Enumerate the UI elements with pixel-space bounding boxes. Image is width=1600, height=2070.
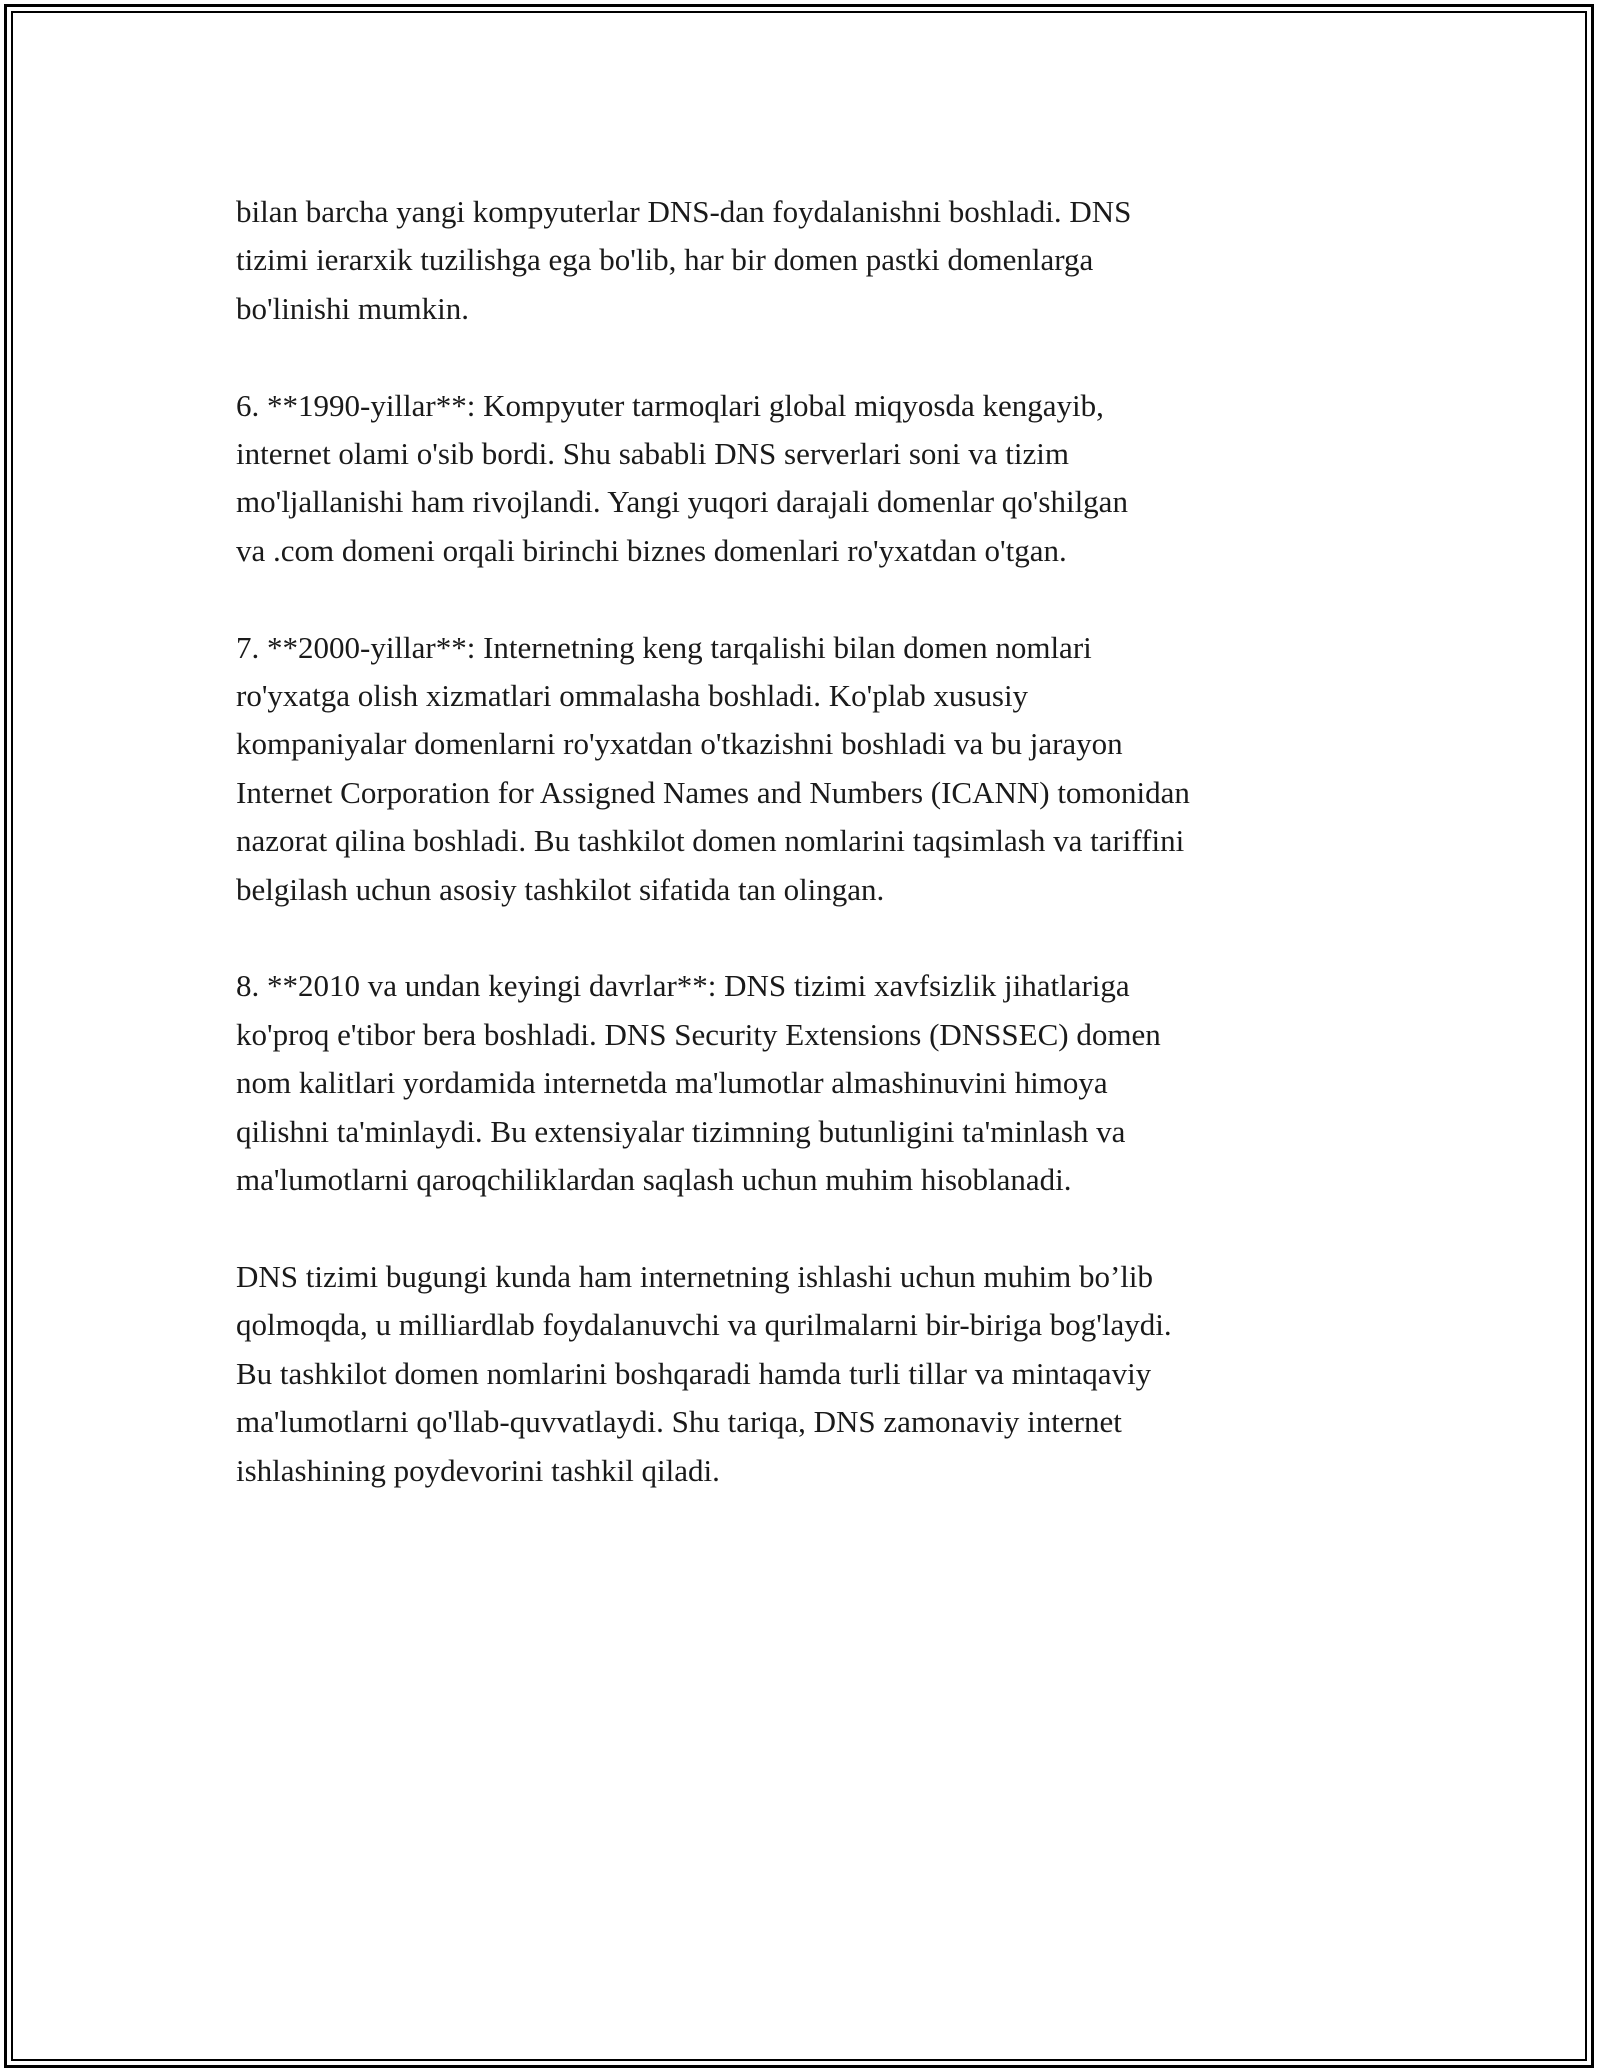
document-body [236, 188, 1376, 1543]
paragraph-1990s [236, 382, 1376, 576]
text-line: ko'proq e'tibor bera boshladi. DNS Security Extensions (DNSSEC) domen [236, 1016, 1161, 1052]
text-line: Internet Corporation for Assigned Names and Numbers (ICANN) tomonidan [236, 774, 1190, 810]
text-line: va .com domeni orqali birinchi biznes domenlari ro'yxatdan o'tgan. [236, 532, 1067, 568]
paragraph-conclusion [236, 1253, 1376, 1495]
text-line: internet olami o'sib bordi. Shu sababli DNS serverlari soni va tizim [236, 436, 1069, 472]
text-line: ishlashining poydevorini tashkil qiladi. [236, 1452, 720, 1488]
paragraph-2010s [236, 962, 1376, 1204]
text-line: ro'yxatga olish xizmatlari ommalasha boshladi. Ko'plab xususiy [236, 678, 1029, 714]
text-line: belgilash uchun asosiy tashkilot sifatida tan olingan. [236, 871, 885, 907]
text-line: nom kalitlari yordamida internetda ma'lumotlar almashinuvini himoya [236, 1065, 1108, 1101]
paragraph-2000s [236, 624, 1376, 914]
text-line: mo'ljallanishi ham rivojlandi. Yangi yuqori darajali domenlar qo'shilgan [236, 484, 1128, 520]
text-line: kompaniyalar domenlarni ro'yxatdan o'tkazishni boshladi va bu jarayon [236, 726, 1123, 762]
text-line: DNS tizimi bugungi kunda ham internetning ishlashi uchun muhim bo’lib [236, 1258, 1153, 1294]
text-line: tizimi ierarxik tuzilishga ega bo'lib, har bir domen pastki domenlarga [236, 242, 1094, 278]
text-line: bo'linishi mumkin. [236, 290, 469, 326]
text-line: 8. **2010 va undan keyingi davrlar**: DNS tizimi xavfsizlik jihatlariga [236, 968, 1130, 1004]
text-line: qolmoqda, u milliardlab foydalanuvchi va qurilmalarni bir-biriga bog'laydi. [236, 1307, 1172, 1343]
text-line: 7. **2000-yillar**: Internetning keng tarqalishi bilan domen nomlari [236, 629, 1092, 665]
text-line: bilan barcha yangi kompyuterlar DNS-dan foydalanishni boshladi. DNS [236, 194, 1132, 229]
text-line: ma'lumotlarni qo'llab-quvvatlaydi. Shu tariqa, DNS zamonaviy internet [236, 1404, 1122, 1440]
text-line: qilishni ta'minlaydi. Bu extensiyalar tizimning butunligini ta'minlash va [236, 1113, 1126, 1149]
text-line: 6. **1990-yillar**: Kompyuter tarmoqlari global miqyosda kengayib, [236, 387, 1104, 423]
text-line: Bu tashkilot domen nomlarini boshqaradi hamda turli tillar va mintaqaviy [236, 1355, 1152, 1391]
text-line: nazorat qilina boshladi. Bu tashkilot domen nomlarini taqsimlash va tariffini [236, 823, 1185, 859]
text-line: ma'lumotlarni qaroqchiliklardan saqlash uchun muhim hisoblanadi. [236, 1162, 1072, 1198]
paragraph-dns-intro [236, 188, 1376, 333]
